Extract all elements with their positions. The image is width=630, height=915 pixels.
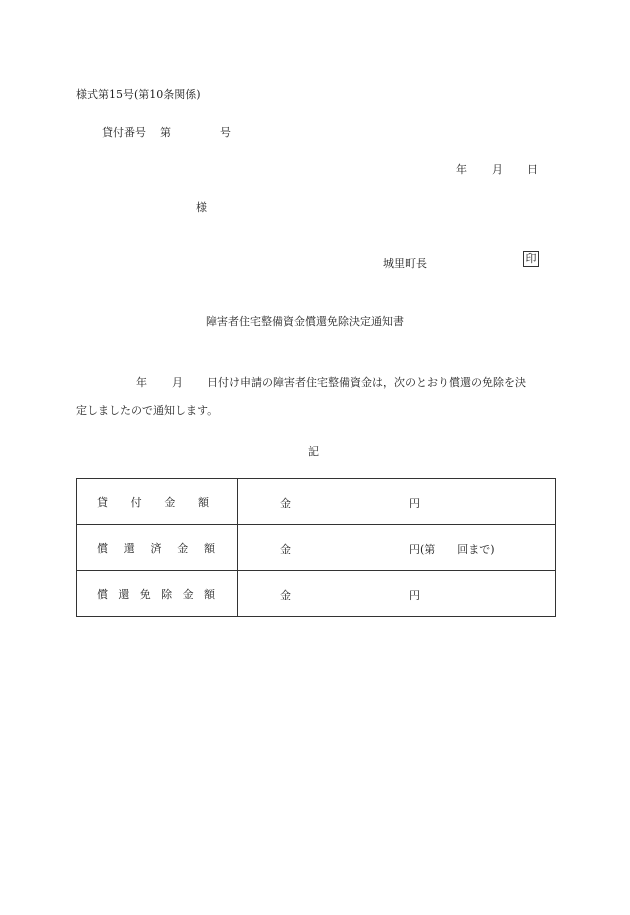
yen-label: 円(第 回まで) xyxy=(409,543,495,556)
issuer-name: 城里町長 xyxy=(383,257,427,270)
loan-number-label: 貸付番号 xyxy=(102,126,146,139)
kin-label: 金 xyxy=(280,497,291,510)
kin-label: 金 xyxy=(280,543,291,556)
table-row xyxy=(77,571,556,617)
row-value xyxy=(238,525,556,571)
addressee-sama: 様 xyxy=(196,201,207,214)
date-day: 日 xyxy=(527,163,538,176)
date-month: 月 xyxy=(492,163,503,176)
loan-number-dai: 第 xyxy=(160,126,171,139)
label-char: 除 xyxy=(161,587,173,601)
label-char: 額 xyxy=(204,541,215,555)
form-number: 様式第15号(第10条関係) xyxy=(76,88,201,101)
body-year: 年 xyxy=(136,376,147,389)
yen-label: 円 xyxy=(409,589,420,602)
document-title: 障害者住宅整備資金償還免除決定通知書 xyxy=(206,315,404,328)
table-row xyxy=(77,525,556,571)
row-label xyxy=(77,479,238,525)
row-label xyxy=(77,571,238,617)
label-char: 額 xyxy=(197,495,209,509)
row-label xyxy=(77,525,238,571)
label-char: 免 xyxy=(139,587,151,601)
label-char: 金 xyxy=(182,587,194,601)
label-char: 償 xyxy=(97,587,108,601)
body-line-2: 定しましたので通知します。 xyxy=(76,404,219,417)
kin-label: 金 xyxy=(280,589,291,602)
body-month: 月 xyxy=(172,376,183,389)
row-value xyxy=(238,479,556,525)
seal-stamp-box: 印 xyxy=(523,251,539,267)
date-year: 年 xyxy=(456,163,467,176)
label-char: 金 xyxy=(164,495,176,509)
body-line-1: 日付け申請の障害者住宅整備資金は，次のとおり償還の免除を決 xyxy=(207,376,526,389)
loan-number-go: 号 xyxy=(220,126,231,139)
amount-table xyxy=(76,478,556,617)
label-char: 還 xyxy=(123,541,135,555)
yen-label: 円 xyxy=(409,497,420,510)
label-char: 償 xyxy=(97,541,108,555)
label-char: 還 xyxy=(118,587,130,601)
table-row xyxy=(77,479,556,525)
label-char: 額 xyxy=(203,587,215,601)
row-value xyxy=(238,571,556,617)
label-char: 金 xyxy=(177,541,189,555)
label-char: 付 xyxy=(130,495,142,509)
label-char: 済 xyxy=(150,541,162,555)
label-char: 貸 xyxy=(97,495,108,509)
ki-marker: 記 xyxy=(308,445,319,458)
